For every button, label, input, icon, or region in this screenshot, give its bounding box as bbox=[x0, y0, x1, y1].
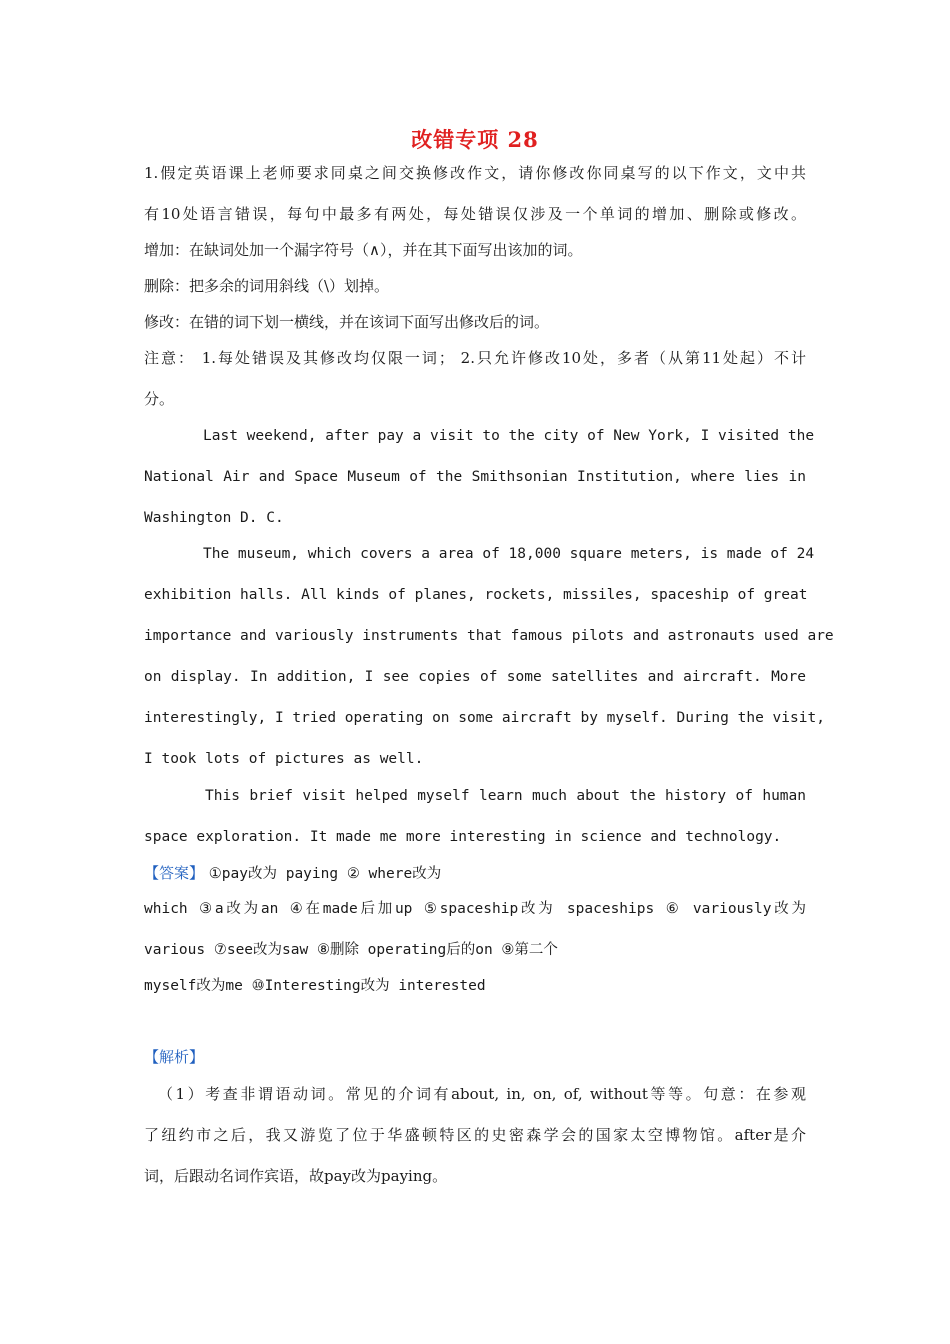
answer-line: myself改为me ⑩Interesting改为 interested bbox=[144, 978, 486, 994]
passage-line: The museum, which covers a area of 18,000 square meters, is made of 24 bbox=[203, 546, 815, 562]
answer-label: 【答案】 bbox=[144, 864, 205, 882]
instruction-line: 1.假定英语课上老师要求同桌之间交换修改作文，请你修改你同桌写的以下作文，文中共 bbox=[144, 164, 806, 182]
passage-line: space exploration. It made me more interesting in science and technology. bbox=[144, 829, 782, 845]
analysis-line: 了纽约市之后，我又游览了位于华盛顿特区的史密森学会的国家太空博物馆。after是介 bbox=[144, 1126, 806, 1144]
passage-line: on display. In addition, I see copies of some satellites and aircraft. More bbox=[144, 669, 806, 685]
instruction-modify: 修改：在错的词下划一横线，并在该词下面写出修改后的词。 bbox=[144, 313, 550, 331]
passage-line: This brief visit helped myself learn much about the history of human bbox=[205, 788, 806, 804]
answer-line: various ⑦see改为saw ⑧删除 operating后的on ⑨第二个 bbox=[144, 942, 558, 958]
passage-line: National Air and Space Museum of the Smithsonian Institution, where lies in bbox=[144, 469, 806, 485]
passage-line: interestingly, I tried operating on some aircraft by myself. During the visit, bbox=[144, 710, 825, 726]
answer-line: which ③a改为an ④在made后加up ⑤spaceship改为 spaceships ⑥ variously改为 bbox=[144, 901, 806, 917]
instruction-delete: 删除：把多余的词用斜线（\）划掉。 bbox=[144, 277, 390, 295]
instruction-line: 有10处语言错误，每句中最多有两处，每处错误仅涉及一个单词的增加、删除或修改。 bbox=[144, 205, 806, 223]
instruction-note: 注意： 1.每处错误及其修改均仅限一词； 2.只允许修改10处，多者（从第11处起）不计 bbox=[144, 349, 806, 367]
analysis-line: （1）考查非谓语动词。常见的介词有about, in, on, of, without等等。句意：在参观 bbox=[158, 1085, 806, 1103]
passage-line: importance and variously instruments that famous pilots and astronauts used are bbox=[144, 628, 834, 644]
passage-line: I took lots of pictures as well. bbox=[144, 751, 424, 767]
analysis-label-line bbox=[144, 1047, 806, 1067]
answer-text: ①pay改为 paying ② where改为 bbox=[208, 866, 442, 882]
passage-line: Last weekend, after pay a visit to the city of New York, I visited the bbox=[203, 428, 815, 444]
analysis-label: 【解析】 bbox=[144, 1048, 205, 1066]
analysis-line: 词，后跟动名词作宾语，故pay改为paying。 bbox=[144, 1167, 448, 1185]
passage-line: exhibition halls. All kinds of planes, rockets, missiles, spaceship of great bbox=[144, 587, 808, 603]
passage-line: Washington D. C. bbox=[144, 510, 284, 526]
page-title: 改错专项 28 bbox=[411, 127, 539, 152]
instruction-note-end: 分。 bbox=[144, 390, 175, 408]
instruction-add: 增加：在缺词处加一个漏字符号（∧），并在其下面写出该加的词。 bbox=[144, 241, 583, 259]
answer-line bbox=[144, 863, 806, 884]
